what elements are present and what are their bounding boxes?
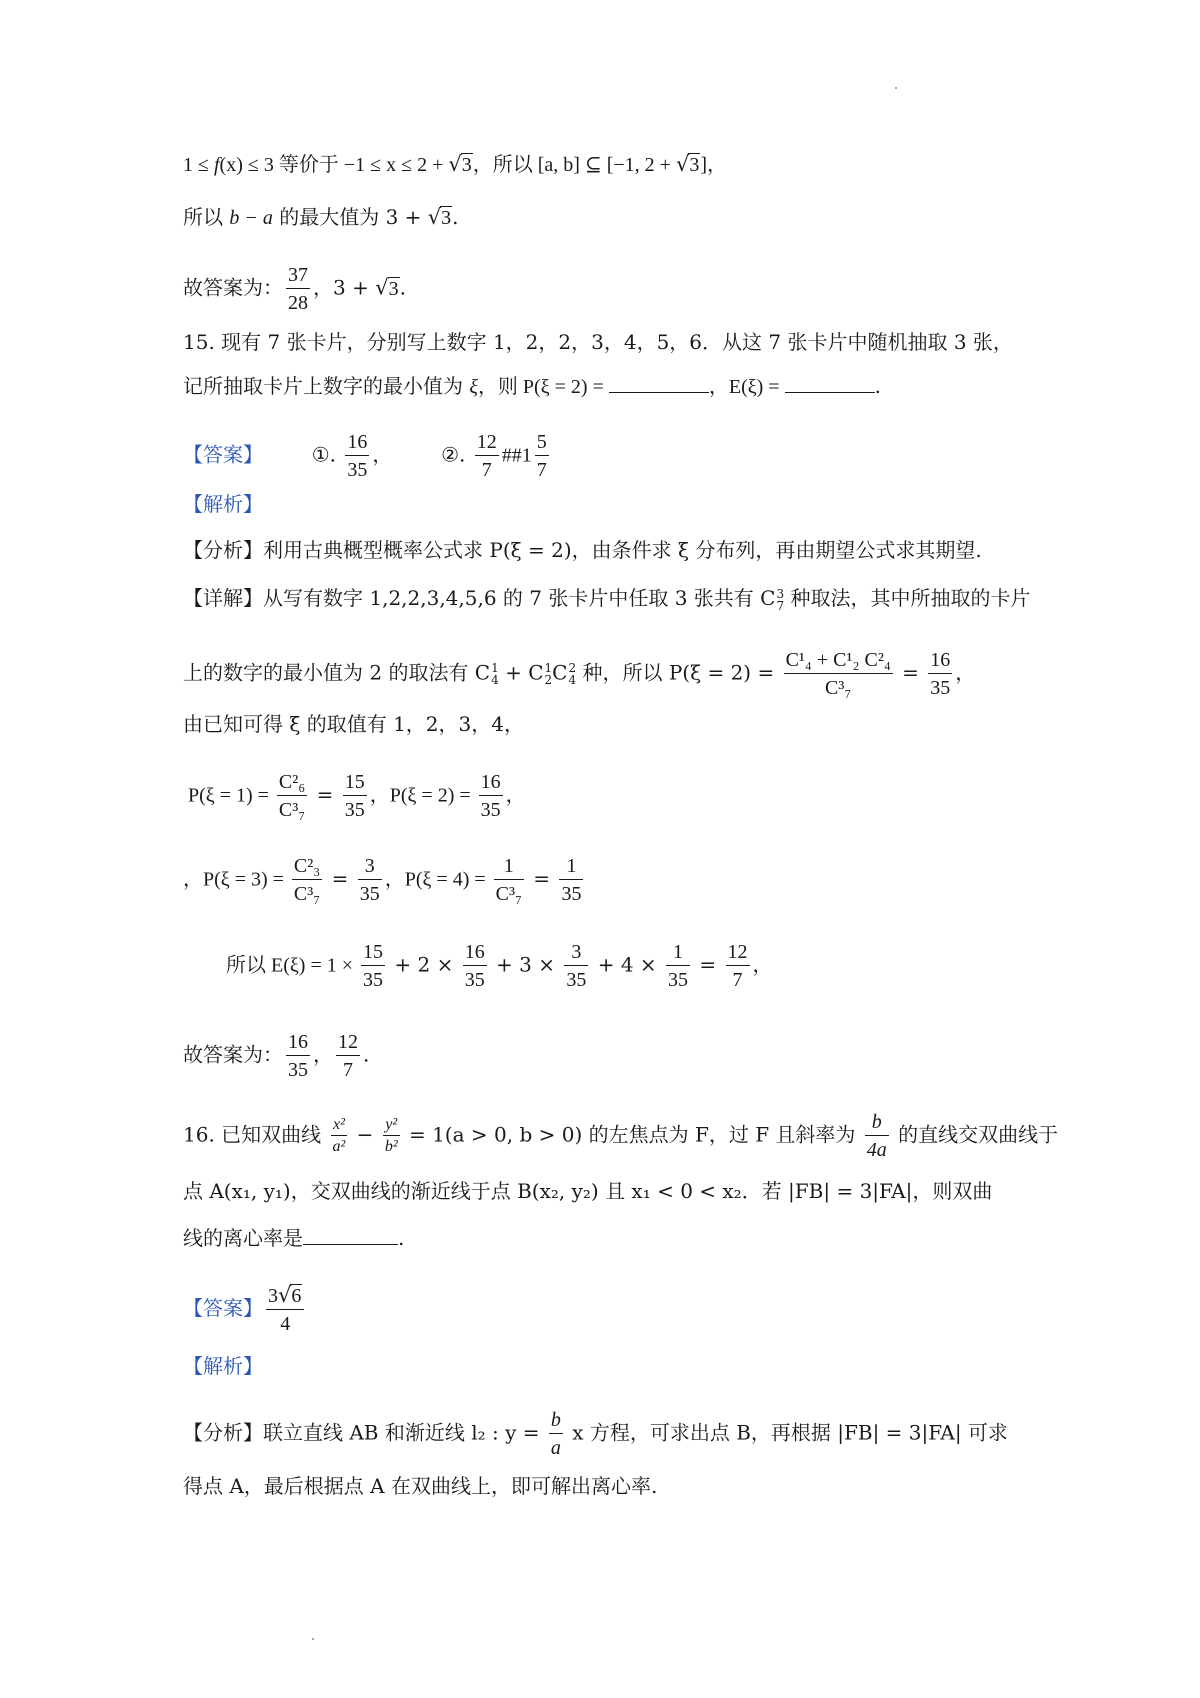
q15-values-line: 由已知可得 ξ 的取值有 1，2，3，4， (183, 712, 524, 736)
q16-analysis-line-1: 【分析】联立直线 AB 和渐近线 l₂ : y = $\frac{b}{a}$ x 方程，可求出点 B，再根据 |FB| = 3|FA| 可求 (183, 1409, 1008, 1459)
q16-answer: 【答案】 $\frac{3√6}{4}$ (183, 1283, 307, 1336)
answer-tag: 【答案】 (183, 442, 263, 467)
q15-analysis-tag: 【解析】 (183, 492, 263, 516)
fraction-37-28: $\frac{37}{28}$ (288, 264, 308, 314)
q15-expectation-line: 所以 E(ξ) = 1 × $\frac{15}{35}$ + 2 × $\frac{16}{35}$ + 3 × $\frac{3}{35}$ + 4 × $\frac{1}{35}$ = $\frac{12}{7}$ ， (226, 941, 773, 991)
q15-prob-line-2: ，P(ξ = 3) = $\frac{\text{C²₃}}{\text{C³₇}}$ = $\frac{3}{35}$ ，P(ξ = 4) = $\frac{1}{\text{C³₇}}$ = $\frac{1}{35}$ (183, 855, 582, 905)
q16-stem-line-2: 点 A(x₁, y₁)，交双曲线的渐近线于点 B(x₂, y₂) 且 x₁ < 0 < x₂．若 |FB| = 3|FA|，则双曲 (183, 1179, 993, 1203)
continuation-line-1: 1 ≤ f(x) ≤ 3 等价于 −1 ≤ x ≤ 2 + √3，所以 [a, b] ⊆ [−1, 2 + √3]， (183, 152, 727, 176)
scan-speck (312, 1638, 314, 1640)
q15-detail-line-1: 【详解】从写有数字 1,2,2,3,4,5,6 的 7 张卡片中任取 3 张共有 C 3 7 种取法，其中所抽取的卡片 (183, 586, 1031, 613)
q16-stem-line-1: 16. 已知双曲线 $\frac{\text{x²}}{\text{a²}}$ − $\frac{\text{y²}}{\text{b²}}$ = 1(a > 0, b > 0) 的左焦点为 F，过 F 且斜率为 $\frac{b}{4a}$ 的直线交双曲线于 (183, 1111, 1059, 1161)
answer-blank (785, 374, 875, 393)
answer-blank (609, 374, 709, 393)
continuation-line-2: 所以 b − a 的最大值为 3 + √3. (183, 205, 459, 229)
q16-analysis-tag: 【解析】 (183, 1354, 263, 1378)
answer-summary-line: 故答案为： $\frac{37}{28}$ ，3 + √3. (183, 264, 406, 314)
q15-detail-line-2: 上的数字的最小值为 2 的取法有 C 1 4 + C 1 2 C 2 4 种，所以 P(ξ = 2) = $\frac{\text{C¹₄ + C¹₂ C²₄}}{\text{C³₇}}$ = $\frac{16}{35}$ ， (183, 649, 976, 699)
q15-analysis: 【分析】利用古典概型概率公式求 P(ξ = 2)，由条件求 ξ 分布列，再由期望公式求其期望. (183, 538, 982, 562)
q15-final-answer: 故答案为： $\frac{16}{35}$ ， $\frac{12}{7}$ . (183, 1031, 370, 1081)
q16-analysis-line-2: 得点 A，最后根据点 A 在双曲线上，即可解出离心率. (183, 1474, 658, 1498)
q16-stem-line-3: 线的离心率是 . (183, 1226, 405, 1250)
answer-blank (303, 1226, 398, 1245)
q15-stem-line-2: 记所抽取卡片上数字的最小值为 ξ，则 P(ξ = 2) = ，E(ξ) = . (183, 374, 881, 398)
q15-answer: 【答案】 ①. $\frac{16}{35}$ ， ②. $\frac{12}{7}$ ##1 $\frac{5}{7}$ (183, 431, 547, 481)
q15-stem-line-1: 15. 现有 7 张卡片，分别写上数字 1，2，2，3，4，5，6．从这 7 张卡片中随机抽取 3 张， (183, 330, 1013, 354)
q15-prob-line-1: P(ξ = 1) = $\frac{\text{C²₆}}{\text{C³₇}}$ = $\frac{15}{35}$ ，P(ξ = 2) = $\frac{16}{35}$ ， (188, 771, 526, 821)
scan-speck (895, 87, 897, 89)
